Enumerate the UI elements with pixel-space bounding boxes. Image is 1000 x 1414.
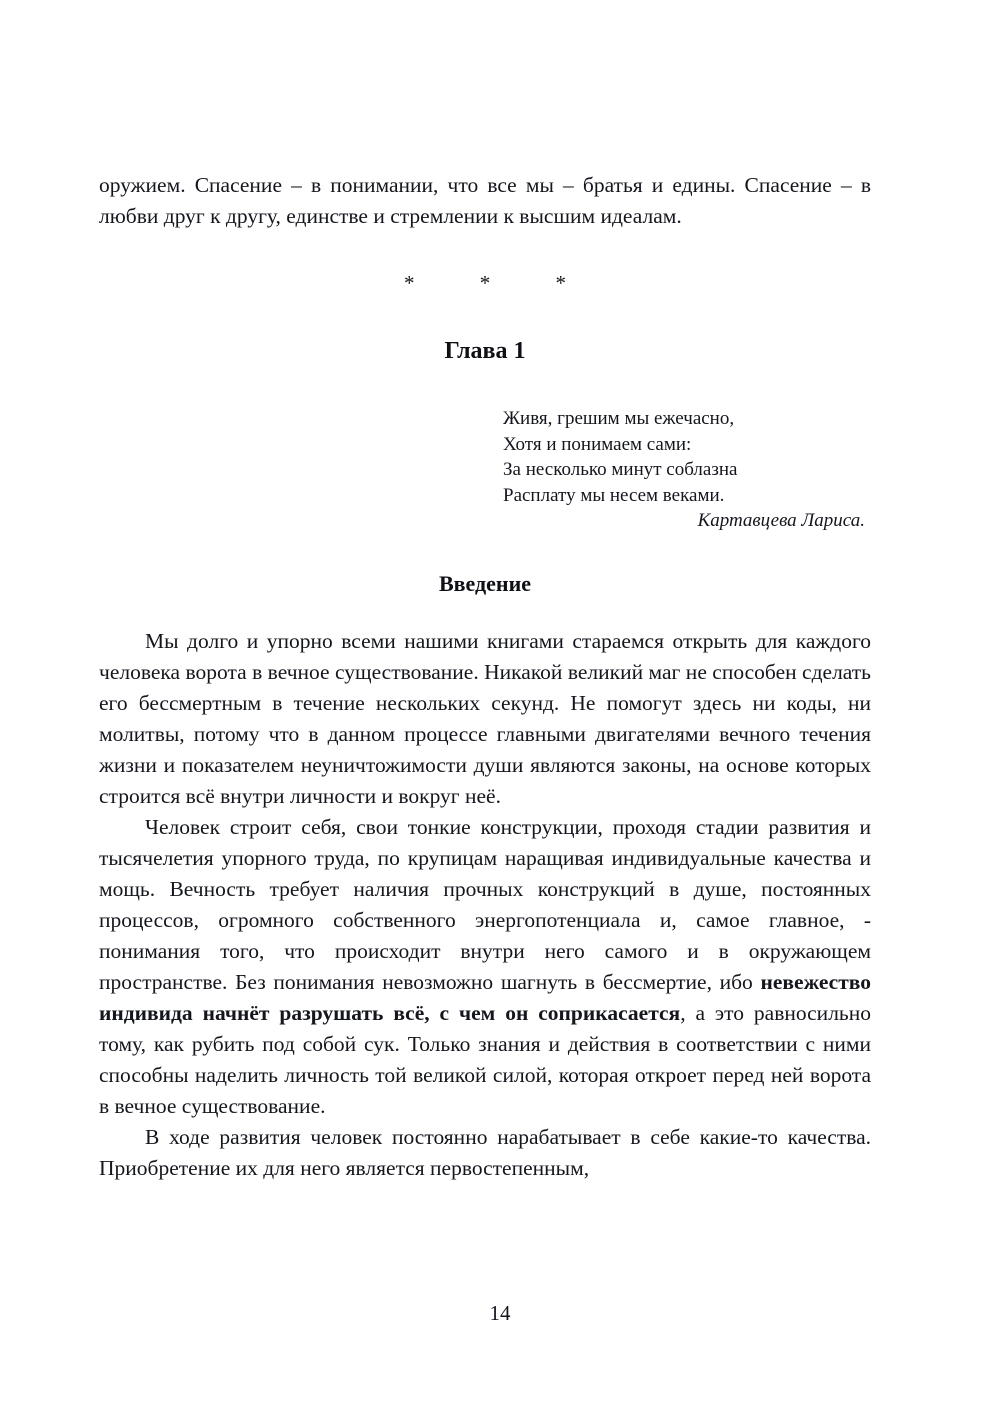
- section-title: Введение: [438, 570, 532, 596]
- chapter-title: Глава 1: [444, 338, 526, 364]
- epigraph-attribution: Картавцева Лариса.: [697, 510, 865, 531]
- body-paragraph-2: [99, 812, 871, 1122]
- epigraph-line: За несколько минут соблазна: [503, 459, 738, 480]
- body-paragraph-3: В ходе развития человек постоянно нарабатывает в себе какие-то качества. Приобретение их для него является первостепенным,: [99, 1124, 871, 1180]
- epigraph: [503, 406, 871, 534]
- epigraph-line: Живя, грешим мы ежечасно,: [503, 408, 735, 429]
- paragraph-2-text-lead: Человек строит себя, свои тонкие конструкции, проходя стадии развития и тысячелетия упорного труда, по крупицам наращивая индивидуальные качества и мощь. Вечность требует наличия прочных конструкций в душе, постоянных процессов, огромного собственного энергопотенциала и, самое главное, - понимания того, что происходит внутри него самого и в окружающем пространстве. Без понимания невозможно шагнуть в бессмертие, ибо: [99, 814, 871, 994]
- continued-paragraph: оружием. Спасение – в понимании, что все мы – братья и едины. Спасение – в любви друг к другу, единстве и стремлении к высшим идеалам.: [99, 173, 871, 228]
- epigraph-line: Расплату мы несем веками.: [503, 484, 725, 506]
- section-separator-asterisks: * * *: [404, 271, 596, 295]
- page-number: 14: [489, 1301, 511, 1325]
- paragraph-2-text-tail: , а это равносильно тому, как рубить под собой сук. Только знания и действия в соответствии с ними способны наделить личность той великой силой, которая откроет перед ней ворота в вечное существование.: [99, 1000, 871, 1118]
- paragraph-2-emphasis: невежество индивида начнёт разрушать всё, с чем он соприкасается: [99, 969, 871, 1025]
- body-paragraph-1: Мы долго и упорно всеми нашими книгами стараемся открыть для каждого человека ворота в вечное существование. Никакой великий маг не способен сделать его бессмертным в течение нескольких секунд. Не помогут здесь ни коды, ни молитвы, потому что в данном процессе главными двигателями вечного течения жизни и показателем неуничтожимости души являются законы, на основе которых строится всё внутри личности и вокруг неё.: [99, 628, 871, 808]
- epigraph-line: Хотя и понимаем сами:: [503, 433, 692, 455]
- text-column: [99, 170, 871, 1184]
